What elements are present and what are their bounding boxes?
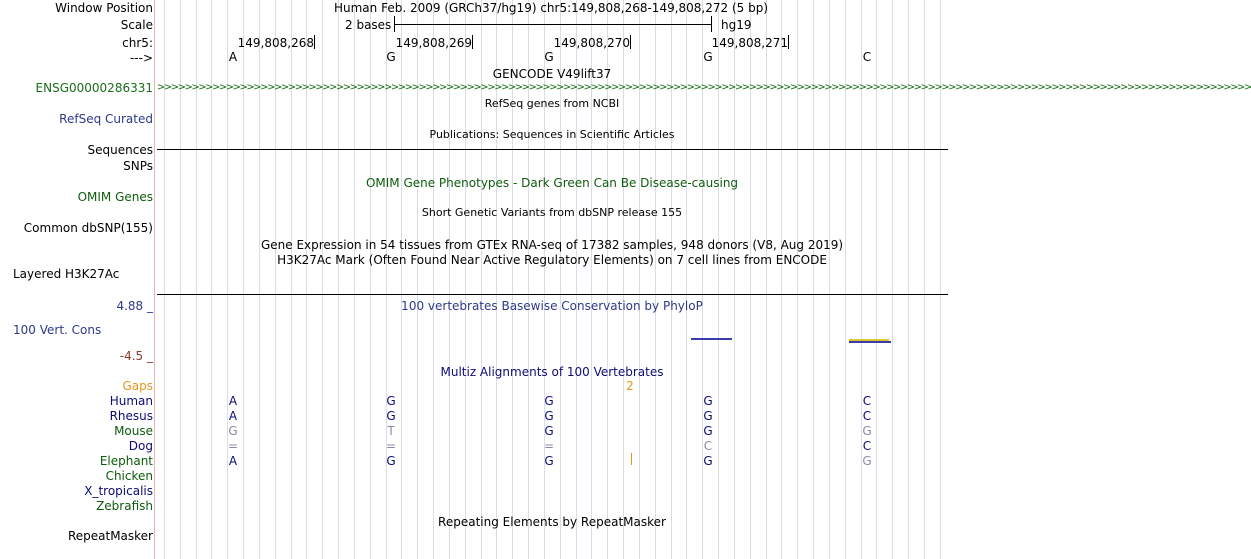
window-position-label: Window Position xyxy=(55,1,153,15)
refseq-track-title[interactable]: RefSeq genes from NCBI xyxy=(484,97,620,110)
h3k27ac-label[interactable]: Layered H3K27Ac xyxy=(13,267,120,281)
species-label[interactable]: Chicken xyxy=(105,469,153,483)
species-label[interactable]: Mouse xyxy=(114,424,153,438)
sequences-label[interactable]: Sequences xyxy=(87,143,153,157)
gtex-track-title[interactable]: Gene Expression in 54 tissues from GTEx RNA-seq of 17382 samples, 948 donors (V8, Aug 2019) xyxy=(260,238,844,252)
scale-value: 2 bases xyxy=(345,18,392,32)
cons-label[interactable]: 100 Vert. Cons xyxy=(13,323,102,337)
scale-bar xyxy=(395,24,711,25)
aligned-base: A xyxy=(228,454,238,468)
strand-label: ---> xyxy=(129,51,153,65)
species-label[interactable]: Elephant xyxy=(99,454,153,468)
coord-1: 149,808,268 xyxy=(237,36,314,50)
aligned-base: C xyxy=(862,439,872,453)
h3k27ac-baseline xyxy=(157,294,948,295)
coord-3: 149,808,270 xyxy=(553,36,630,50)
gencode-track-title[interactable]: GENCODE V49lift37 xyxy=(492,67,612,81)
aligned-base: G xyxy=(862,424,872,438)
aligned-base: G xyxy=(228,424,238,438)
aligned-base: G xyxy=(703,394,713,408)
aligned-base: G xyxy=(544,394,554,408)
sequences-line xyxy=(157,149,948,150)
ensg-label[interactable]: ENSG00000286331 xyxy=(35,81,153,95)
chrom-label: chr5: xyxy=(122,36,153,50)
aligned-base: G xyxy=(862,454,872,468)
aligned-base: A xyxy=(228,394,238,408)
gaps-label[interactable]: Gaps xyxy=(122,379,153,393)
ref-base-4: G xyxy=(703,50,713,64)
cons-track-title[interactable]: 100 vertebrates Basewise Conservation by PhyloP xyxy=(401,299,703,313)
refseq-label[interactable]: RefSeq Curated xyxy=(59,112,153,126)
repeatmasker-track-title[interactable]: Repeating Elements by RepeatMasker xyxy=(438,515,666,529)
aligned-base: A xyxy=(228,409,238,423)
aligned-base: G xyxy=(544,409,554,423)
gene-strand-arrows[interactable]: >>>>>>>>>>>>>>>>>>>>>>>>>>>>>>>>>>>>>>>>>>>>>>>>>>>>>>>>>>>>>>>>>>>>>>>>>>>>>>>>>>>>>>>>>>>>>>>>>>>>>>>>>>>>>>>>>>>>>>>>>>>>>>>>>>>>>>>>>>>>>>>>>>>>>>>>>>>>>>> xyxy=(157,82,1251,93)
species-label[interactable]: X_tropicalis xyxy=(84,484,153,498)
cons-bar-2b xyxy=(849,341,891,343)
aligned-base: C xyxy=(862,394,872,408)
cons-max-label: 4.88 _ xyxy=(116,299,153,313)
aligned-base: = xyxy=(385,439,397,453)
elephant-insertion-mark xyxy=(631,453,632,465)
h3k27ac-track-title[interactable]: H3K27Ac Mark (Often Found Near Active Regulatory Elements) on 7 cell lines from ENCODE xyxy=(277,253,827,267)
coord-tick-3 xyxy=(630,35,631,49)
aligned-base: C xyxy=(703,439,713,453)
species-label[interactable]: Dog xyxy=(128,439,153,453)
species-label[interactable]: Rhesus xyxy=(109,409,153,423)
cons-min-label: -4.5 _ xyxy=(119,349,153,363)
gap-count: 2 xyxy=(626,379,634,393)
aligned-base: G xyxy=(386,394,396,408)
multiz-track-title[interactable]: Multiz Alignments of 100 Vertebrates xyxy=(440,365,664,379)
aligned-base: G xyxy=(386,409,396,423)
aligned-base: G xyxy=(544,454,554,468)
coord-4: 149,808,271 xyxy=(711,36,788,50)
publications-track-title[interactable]: Publications: Sequences in Scientific Articles xyxy=(429,128,675,141)
species-label[interactable]: Zebrafish xyxy=(96,499,153,513)
aligned-base: G xyxy=(544,424,554,438)
dbsnp-label[interactable]: Common dbSNP(155) xyxy=(23,221,153,235)
ref-base-5: C xyxy=(862,50,872,64)
coord-tick-2 xyxy=(472,35,473,49)
aligned-base: C xyxy=(862,409,872,423)
dbsnp-track-title[interactable]: Short Genetic Variants from dbSNP release 155 xyxy=(421,206,683,219)
omim-label[interactable]: OMIM Genes xyxy=(77,190,153,204)
scale-label: Scale xyxy=(120,18,153,32)
ref-base-2: G xyxy=(386,50,396,64)
aligned-base: G xyxy=(703,409,713,423)
species-label[interactable]: Human xyxy=(109,394,153,408)
ref-base-3: G xyxy=(544,50,554,64)
aligned-base: = xyxy=(543,439,555,453)
aligned-base: T xyxy=(387,424,395,438)
coord-tick-4 xyxy=(788,35,789,49)
ref-base-1: A xyxy=(228,50,238,64)
scale-assembly: hg19 xyxy=(721,18,752,32)
aligned-base: = xyxy=(227,439,239,453)
coord-2: 149,808,269 xyxy=(395,36,472,50)
coord-tick-1 xyxy=(314,35,315,49)
aligned-base: G xyxy=(386,454,396,468)
aligned-base: G xyxy=(703,454,713,468)
snps-label[interactable]: SNPs xyxy=(123,159,153,173)
cons-bar-1 xyxy=(691,338,732,340)
repeatmasker-label[interactable]: RepeatMasker xyxy=(67,529,153,543)
omim-track-title[interactable]: OMIM Gene Phenotypes - Dark Green Can Be Disease-causing xyxy=(365,176,739,190)
scale-bar-right-tick xyxy=(711,16,712,32)
aligned-base: G xyxy=(703,424,713,438)
window-position-value[interactable]: Human Feb. 2009 (GRCh37/hg19) chr5:149,808,268-149,808,272 (5 bp) xyxy=(333,1,769,15)
label-divider xyxy=(154,0,155,559)
